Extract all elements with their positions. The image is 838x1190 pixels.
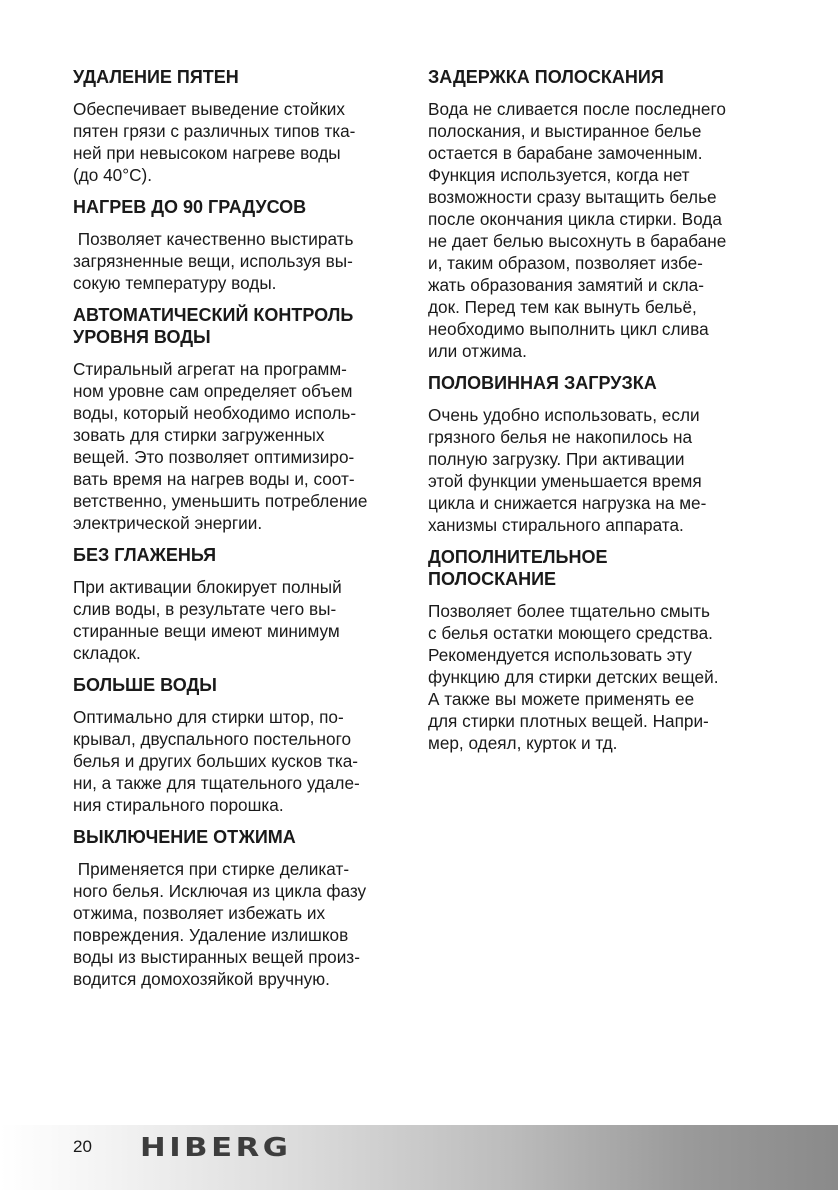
body-line: ном уровне сам определяет объем (73, 381, 353, 401)
body-line: с белья остатки моющего средства. (428, 623, 713, 643)
body-line: отжима, позволяет избежать их (73, 903, 326, 923)
body-line: Функция используется, когда нет (428, 165, 690, 185)
body-line: ного белья. Исключая из цикла фазу (73, 881, 367, 901)
body-line: А также вы можете применять ее (428, 689, 695, 709)
body-line: белья и других больших кусков тка- (73, 751, 359, 771)
footer-band (0, 1125, 838, 1190)
body-line: этой функции уменьшается время (428, 471, 702, 491)
section-body (73, 576, 413, 664)
body-line: или отжима. (428, 341, 527, 361)
body-line: повреждения. Удаление излишков (73, 925, 349, 945)
body-line: полоскания, и выстиранное белье (428, 121, 702, 141)
body-line: остается в барабане замоченным. (428, 143, 703, 163)
section (428, 372, 773, 536)
body-line: водится домохозяйкой вручную. (73, 969, 330, 989)
body-line: цикла и снижается нагрузка на ме- (428, 493, 707, 513)
body-line: после окончания цикла стирки. Вода (428, 209, 722, 229)
body-line: не дает белью высохнуть в барабане (428, 231, 727, 251)
body-line: электрической энергии. (73, 513, 263, 533)
section-heading: ЗАДЕРЖКА ПОЛОСКАНИЯ (428, 67, 664, 87)
body-line: Вода не сливается после последнего (428, 99, 726, 119)
section (73, 304, 413, 534)
section-body (428, 98, 773, 362)
section-heading: АВТОМАТИЧЕСКИЙ КОНТРОЛЬ УРОВНЯ ВОДЫ (73, 305, 354, 347)
body-line: зовать для стирки загруженных (73, 425, 325, 445)
body-line: Оптимально для стирки штор, по- (73, 707, 344, 727)
body-line: воды из выстиранных вещей произ- (73, 947, 360, 967)
body-line: грязного белья не накопилось на (428, 427, 693, 447)
body-line: Рекомендуется использовать эту (428, 645, 692, 665)
body-line: ни, а также для тщательного удале- (73, 773, 360, 793)
body-line: складок. (73, 643, 141, 663)
body-line: мер, одеял, курток и тд. (428, 733, 618, 753)
section-heading: БОЛЬШЕ ВОДЫ (73, 675, 217, 695)
right-column (428, 66, 773, 764)
section (428, 66, 773, 362)
section-body (73, 228, 413, 294)
body-line: Обеспечивает выведение стойких (73, 99, 345, 119)
section (73, 674, 413, 816)
body-line: ния стирального порошка. (73, 795, 284, 815)
body-line: пятен грязи с различных типов тка- (73, 121, 356, 141)
page-number: 20 (73, 1137, 92, 1156)
body-line: крывал, двуспального постельного (73, 729, 352, 749)
section-heading: НАГРЕВ ДО 90 ГРАДУСОВ (73, 197, 307, 217)
body-line: ней при невысоком нагреве воды (73, 143, 341, 163)
section-heading: БЕЗ ГЛАЖЕНЬЯ (73, 545, 217, 565)
body-line: Очень удобно использовать, если (428, 405, 700, 425)
brand-logo: HIBERG (140, 1133, 292, 1163)
body-line: и, таким образом, позволяет избе- (428, 253, 703, 273)
section-heading: ВЫКЛЮЧЕНИЕ ОТЖИМА (73, 827, 296, 847)
section (73, 544, 413, 664)
body-line: возможности сразу вытащить белье (428, 187, 717, 207)
body-line: (до 40°С). (73, 165, 152, 185)
body-line: вещей. Это позволяет оптимизиро- (73, 447, 355, 467)
section-body (73, 858, 413, 990)
body-line: загрязненные вещи, используя вы- (73, 251, 353, 271)
body-line: полную загрузку. При активации (428, 449, 685, 469)
section-body (73, 98, 413, 186)
body-line: ветственно, уменьшить потребление (73, 491, 368, 511)
section (428, 546, 773, 754)
body-line: ханизмы стирального аппарата. (428, 515, 684, 535)
section (73, 66, 413, 186)
body-line: Стиральный агрегат на программ- (73, 359, 347, 379)
body-line: воды, который необходимо исполь- (73, 403, 357, 423)
body-line: вать время на нагрев воды и, соот- (73, 469, 355, 489)
body-line: сокую температуру воды. (73, 273, 277, 293)
left-column (73, 66, 413, 1000)
section (73, 196, 413, 294)
body-line: слив воды, в результате чего вы- (73, 599, 337, 619)
body-line: док. Перед тем как вынуть бельё, (428, 297, 697, 317)
body-line: Позволяет качественно выстирать (73, 229, 354, 249)
body-line: При активации блокирует полный (73, 577, 342, 597)
body-line: для стирки плотных вещей. Напри- (428, 711, 709, 731)
section-body (73, 358, 413, 534)
section-body (428, 404, 773, 536)
section-heading: ДОПОЛНИТЕЛЬНОЕ ПОЛОСКАНИЕ (428, 547, 608, 589)
body-line: Применяется при стирке деликат- (73, 859, 350, 879)
body-line: стиранные вещи имеют минимум (73, 621, 340, 641)
section-body (73, 706, 413, 816)
section (73, 826, 413, 990)
section-body (428, 600, 773, 754)
body-line: необходимо выполнить цикл слива (428, 319, 709, 339)
body-line: функцию для стирки детских вещей. (428, 667, 719, 687)
section-heading: ПОЛОВИННАЯ ЗАГРУЗКА (428, 373, 657, 393)
body-line: жать образования замятий и скла- (428, 275, 704, 295)
body-line: Позволяет более тщательно смыть (428, 601, 710, 621)
section-heading: УДАЛЕНИЕ ПЯТЕН (73, 67, 239, 87)
